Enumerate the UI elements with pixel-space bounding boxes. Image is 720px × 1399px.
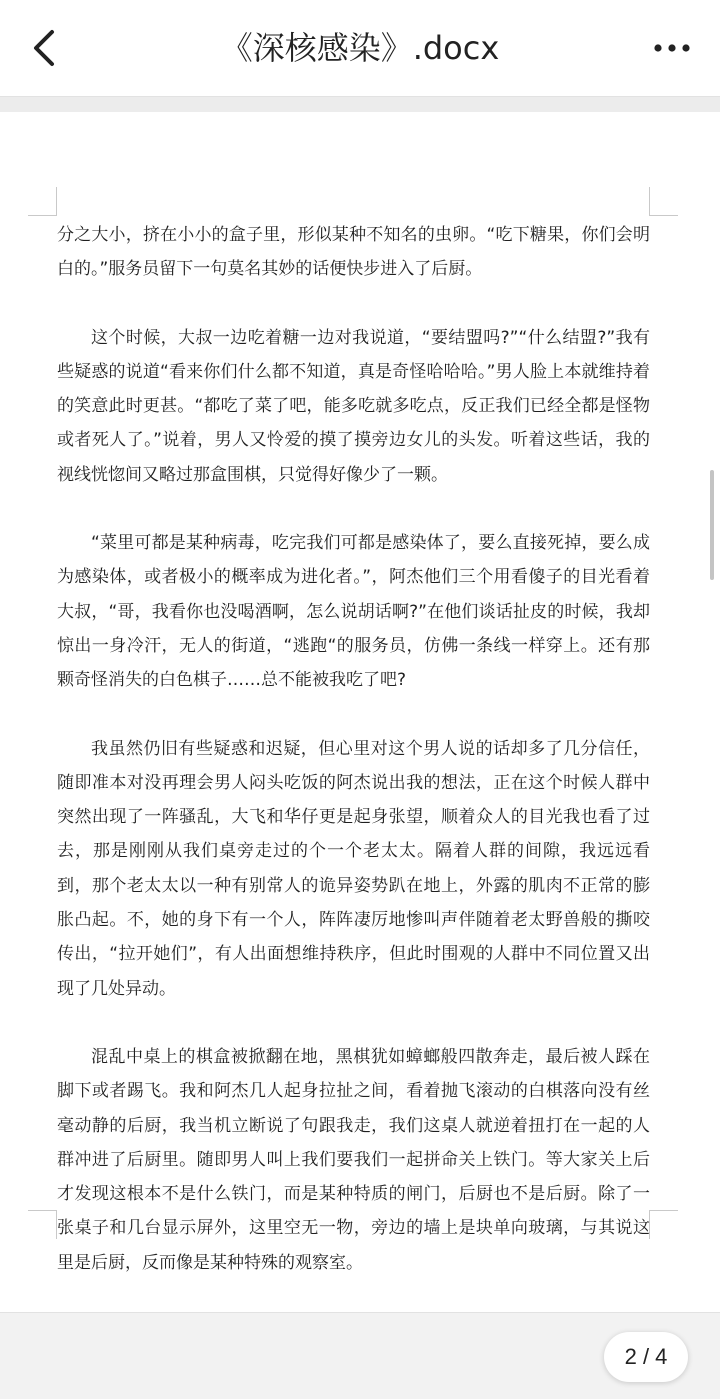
page-corner-mark <box>28 187 57 216</box>
paragraph: 分之大小，挤在小小的盒子里，形似某种不知名的虫卵。“吃下糖果，你们会明白的。”服务员留下一句莫名其妙的话便快步进入了后厨。 <box>57 225 650 280</box>
more-options-button[interactable] <box>640 20 704 76</box>
back-button[interactable] <box>16 20 72 76</box>
header-divider <box>0 96 720 113</box>
document-body <box>57 218 650 1314</box>
paragraph: 这个时候，大叔一边吃着糖一边对我说道，“要结盟吗?”“什么结盟?”我有些疑惑的说道“看来你们什么都不知道，真是奇怪哈哈哈。”男人脸上本就维持着的笑意此时更甚。“都吃了菜了吧，能多吃就多吃点，反正我们已经全都是怪物或者死人了。”说着，男人又怜爱的摸了摸旁边女儿的头发。听着这些话，我的视线恍惚间又略过那盒围棋，只觉得好像少了一颗。 <box>57 327 650 485</box>
chevron-left-icon <box>28 28 60 68</box>
top-bar <box>0 0 720 96</box>
paragraph: 我虽然仍旧有些疑惑和迟疑，但心里对这个男人说的话却多了几分信任，随即准本对没再理会男人闷头吃饭的阿杰说出我的想法，正在这个时候人群中突然出现了一阵骚乱，大飞和华仔更是起身张望，顺着众人的目光我也看了过去，那是刚刚从我们桌旁走过的个一个老太太。隔着人群的间隙，我远远看到，那个老太太以一种有别常人的诡异姿势趴在地上，外露的肌肉不正常的膨胀凸起。不，她的身下有一个人，阵阵凄厉地惨叫声伴随着老太野兽般的撕咬传出，“拉开她们”，有人出面想维持秩序，但此时围观的人群中不同位置又出现了几处异动。 <box>57 738 650 999</box>
page-indicator: 2 / 4 <box>604 1332 688 1382</box>
paragraph: 混乱中桌上的棋盒被掀翻在地，黑棋犹如蟑螂般四散奔走，最后被人踩在脚下或者踢飞。我和阿杰几人起身拉扯之间，看着抛飞滚动的白棋落向没有丝毫动静的后厨，我当机立断说了句跟我走，我们这桌人就逆着扭打在一起的人群冲进了后厨里。随即男人叫上我们要我们一起拼命关上铁门。等大家关上后才发现这根本不是什么铁门，而是某种特质的闸门，后厨也不是后厨。除了一张桌子和几台显示屏外，这里空无一物，旁边的墙上是块单向玻璃，与其说这里是后厨，反而像是某种特殊的观察室。 <box>57 1046 650 1273</box>
document-page[interactable] <box>0 112 720 1312</box>
page-corner-mark <box>28 1210 57 1239</box>
paragraph: “菜里可都是某种病毒，吃完我们可都是感染体了，要么直接死掉，要么成为感染体，或者极小的概率成为进化者。”，阿杰他们三个用看傻子的目光看着大叔，“哥，我看你也没喝酒啊，怎么说胡话啊?”在他们谈话扯皮的时候，我却惊出一身冷汗，无人的街道，“逃跑“的服务员，仿佛一条线一样穿上。还有那颗奇怪消失的白色棋子……总不能被我吃了吧? <box>57 533 650 691</box>
page-corner-mark <box>649 187 678 216</box>
more-horizontal-icon <box>652 42 692 54</box>
page-corner-mark <box>649 1210 678 1239</box>
scrollbar[interactable] <box>710 470 714 580</box>
document-title: 《深核感染》.docx <box>220 29 500 67</box>
